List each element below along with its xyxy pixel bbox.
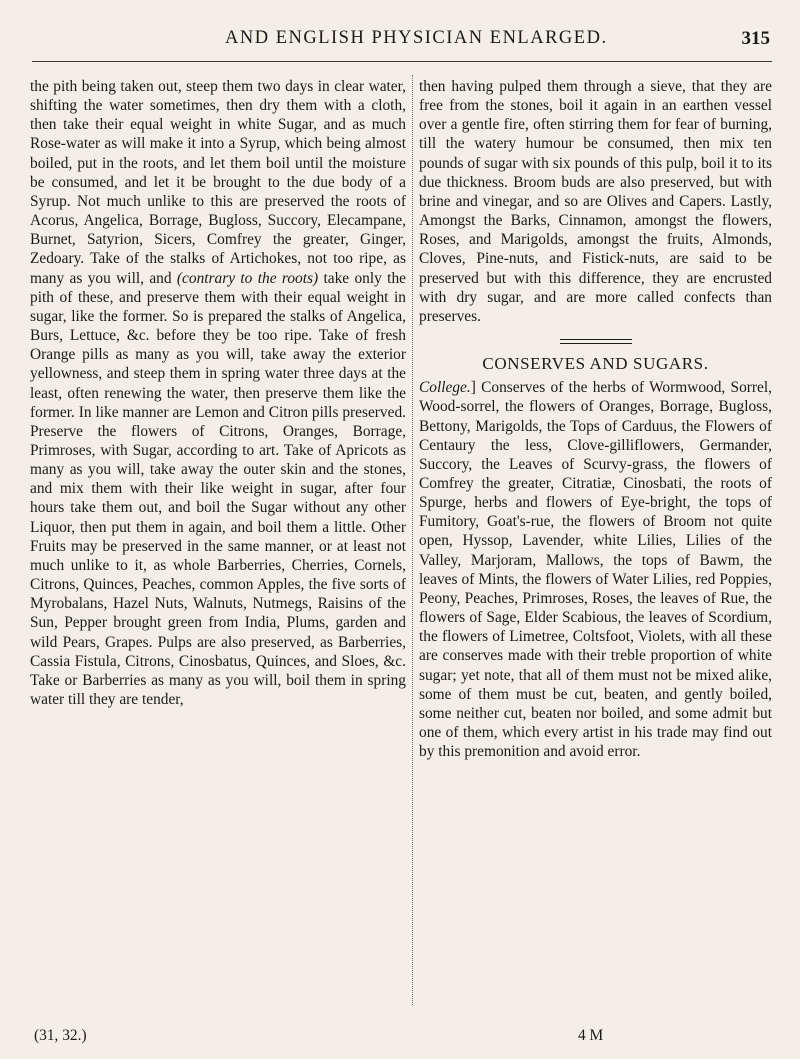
plate-reference: (31, 32.) bbox=[34, 1027, 87, 1044]
left-text-part-2: take only the pith of these, and preserve them with their equal weight in sugar, like the former. So is prepared the stalks of Angelica, Burs, Lettuce, &c. before they be too ripe. Take of fresh Orange pills as many as you will, take away the exterior yellowness, and steep them in spring water three days at the least, often renewing the water, then preserve them like the former. In like manner are Lemon and Citron pills preserved. Preserve the flowers of Citrons, Oranges, Borrage, Primroses, with Sugar, according to art. Take of Apricots as many as you will, take away the outer skin and the stones, and mix them with their like weight in sugar, after four hours take them out, and boil the Sugar without any other Liquor, then put them in again, and boil them a little. Other Fruits may be preserved in the same manner, or at least not much unlike to it, as whole Barberries, Cherries, Cornels, Citrons, Quinces, Peaches, common Apples, the five sorts of Myrobalans, Hazel Nuts, Walnuts, Nutmegs, Raisins of the Sun, Pepper brought green from India, Plums, garden and wild Pears, Grapes. Pulps are also preserved, as Barberries, Cassia Fistula, Citrons, Cinosbatus, Quinces, and Sloes, &c. Take or Barberries as many as you will, boil them in spring water till they are tender, bbox=[30, 269, 406, 708]
left-text-part-1: the pith being taken out, steep them two days in clear water, shifting the water sometimes, then dry them with a cloth, then take their equal weight in white Sugar, and as much Rose-water as will make it into a Syrup, which being almost boiled, put in the roots, and let them boil until the moisture be consumed, and let it be brought to the due body of a Syrup. Not much unlike to this are preserved the roots of Acorus, Angelica, Borrage, Bugloss, Succory, Elecampane, Burnet, Satyrion, Sicers, Comfrey the greater, Ginger, Zedoary. Take of the stalks of Artichokes, not too ripe, as many as you will, and bbox=[30, 78, 406, 287]
right-paragraph-preserves: then having pulped them through a sieve, that they are free from the stones, boil it again in an earthen vessel over a gentle fire, often stirring them for fear of burning, till the watery humour be consumed, then mix ten pounds of sugar with six pounds of this pulp, boil it to its due thickness. Broom buds are also preserved, but with brine and vinegar, and so are Olives and Capers. Lastly, Amongst the Barks, Cinnamon, amongst the flowers, Roses, and Marigolds, amongst the fruits, Almonds, Cloves, Pine-nuts, and Fistick-nuts, are said to be preserved but with this difference, they are encrusted with dry sugar, and are more called confects than preserves. bbox=[419, 78, 772, 325]
left-italic-phrase: (contrary to the roots) bbox=[176, 269, 319, 287]
page-number: 315 bbox=[741, 28, 770, 49]
section-rule bbox=[560, 339, 632, 344]
left-column-paragraph bbox=[30, 77, 406, 709]
right-paragraph-conserves bbox=[419, 378, 772, 761]
page-header bbox=[0, 0, 800, 62]
running-head: AND ENGLISH PHYSICIAN ENLARGED. bbox=[225, 28, 608, 48]
signature-mark: 4 M bbox=[578, 1027, 604, 1044]
left-column bbox=[30, 77, 406, 709]
college-label: College. bbox=[419, 379, 471, 397]
section-heading: CONSERVES AND SUGARS. bbox=[482, 354, 709, 374]
conserves-text: ] Conserves of the herbs of Wormwood, Sorrel, Wood-sorrel, the flowers of Oranges, Borrage, Bugloss, Bettony, Marigolds, the Tops of Carduus, the Flowers of Centaury the less, Clove-gilliflowers, Germander, Succory, the Leaves of Scurvy-grass, the flowers of Comfrey the greater, Citratiæ, Cinosbati, the roots of Spurge, herbs and flowers of Eye-bright, the tops of Fumitory, Goat's-rue, the flowers of Broom not quite open, Hyssop, Lavender, white Lilies, Lilies of the Valley, Marjoram, Mallows, the tops of Bawm, the leaves of Mints, the flowers of Water Lilies, red Poppies, Peony, Peaches, Primroses, Roses, the leaves of Rue, the flowers of Sage, Elder Scabious, the leaves of Scordium, the flowers of Limetree, Coltsfoot, Violets, with all these are conserves made with their treble proportion of white sugar; yet note, that all of them must not be mixed alike, some of them must be cut, beaten, and gently boiled, some neither cut, beaten nor boiled, and some admit but one of them, which every artist in his trade may find out by this premonition and avoid error. bbox=[419, 379, 772, 761]
right-column bbox=[419, 77, 772, 761]
header-rule bbox=[32, 61, 772, 62]
column-divider bbox=[412, 75, 413, 1005]
